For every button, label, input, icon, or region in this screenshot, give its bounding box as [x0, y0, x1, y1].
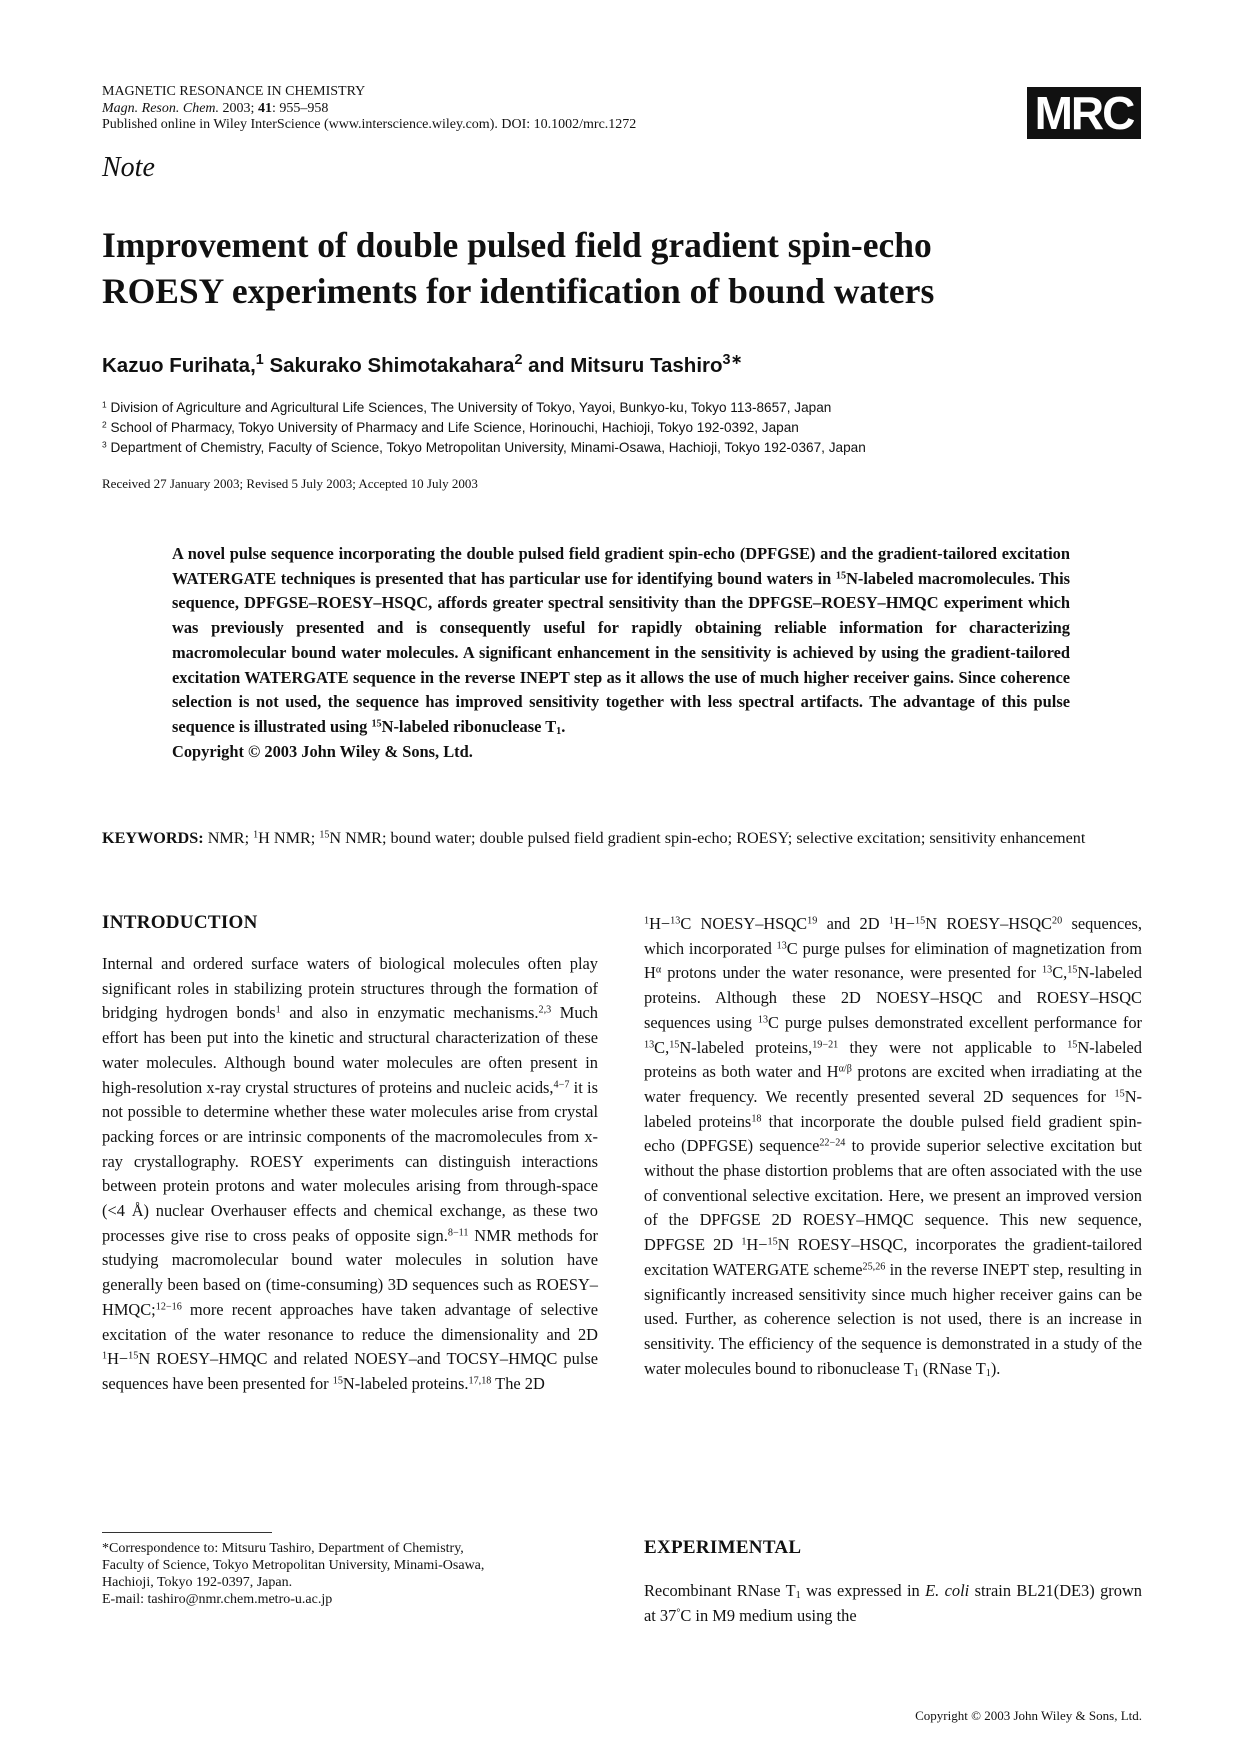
abstract-text: A novel pulse sequence incorporating the double pulsed field gradient spin-echo (DPFGSE) and the gradient-tailored excitation WATERGATE techniques is presented that has particular use for identifying bound waters in — [172, 544, 1070, 588]
greek-sup: α — [655, 964, 662, 976]
isotope-sup: 1 — [102, 1350, 108, 1362]
citation-ref: 22−24 — [819, 1137, 846, 1149]
author-name: Sakurako Shimotakahara — [269, 354, 515, 377]
isotope-sup: 1 — [741, 1236, 747, 1248]
affiliation-number: 1 — [102, 399, 107, 410]
body-text: protons are excited when irradiating at the water frequency. We recently presented several 2D sequences for — [644, 1062, 1142, 1106]
abstract-text: N-labeled ribonuclease T — [381, 716, 557, 736]
footnote-divider — [102, 1532, 272, 1533]
body-text: C purge pulses demonstrated excellent performance for — [768, 1012, 1142, 1032]
body-text: and 2D — [817, 914, 889, 933]
keywords-text: NMR; — [203, 829, 254, 847]
author-affil-mark: 2 — [514, 352, 523, 369]
affiliation-text: School of Pharmacy, Tokyo University of Pharmacy and Life Science, Horinouchi, Hachioji, Tokyo 192-0392, Japan — [110, 420, 799, 435]
body-text: N-labeled proteins, — [679, 1037, 813, 1057]
superscript: 15 — [371, 718, 382, 730]
isotope-sup: 15 — [767, 1236, 778, 1248]
author-affil-mark: 3 — [722, 352, 731, 369]
body-text: The 2D — [491, 1373, 545, 1393]
isotope-sup: 15 — [1114, 1088, 1125, 1100]
isotope-sup: 1 — [888, 915, 894, 927]
body-text: N-labeled proteins — [644, 1086, 1142, 1131]
experimental-text — [644, 1579, 1142, 1628]
correspondence-line: Hachioji, Tokyo 192-0397, Japan. — [102, 1575, 293, 1590]
affiliation — [102, 438, 1142, 458]
body-text: NMR methods for studying macromolecular bound water molecules in solution have generally been based on (time-consuming) 3D sequences such as ROESY–HMQC; — [102, 1225, 598, 1319]
author-and: and — [528, 354, 565, 377]
article-title — [102, 222, 1142, 314]
isotope-sup: 15 — [669, 1038, 680, 1050]
citation-ref: 25,26 — [862, 1261, 886, 1273]
isotope-sup: 15 — [1067, 1038, 1078, 1050]
keywords — [102, 826, 1142, 851]
section-heading-experimental: EXPERIMENTAL — [644, 1537, 802, 1558]
body-text: and also in enzymatic mechanisms. — [280, 1003, 539, 1023]
body-text: C purge pulses for elimination of magnetization from H — [644, 938, 1142, 983]
author-name: Kazuo Furihata, — [102, 354, 256, 377]
body-text: N ROESY–HSQC — [925, 914, 1052, 933]
isotope-sup: 1 — [644, 915, 650, 927]
body-text: they were not applicable to — [838, 1037, 1068, 1057]
author-list — [102, 354, 743, 378]
title-line-2: ROESY experiments for identification of bound waters — [102, 271, 935, 311]
citation-ref: 8−11 — [447, 1227, 469, 1239]
body-text: H− — [107, 1349, 129, 1369]
abstract-copyright: Copyright © 2003 John Wiley & Sons, Ltd. — [172, 741, 473, 761]
body-text: protons under the water resonance, were presented for — [661, 963, 1043, 983]
journal-header — [102, 84, 636, 134]
body-text: to provide superior selective excitation but without the phase distortion problems that are often associated with the use of conventional selective excitation. Here, we present an improved version of the DPFGSE 2D ROESY–HMQC sequence. This new sequence, DPFGSE 2D — [644, 1136, 1142, 1255]
body-text: N-labeled proteins. — [342, 1373, 469, 1393]
affiliation-text: Division of Agriculture and Agricultural Life Sciences, The University of Tokyo, Yayoi, Bunkyo-ku, Tokyo 113-8657, Japan — [110, 400, 832, 415]
body-text: H− — [746, 1235, 768, 1255]
body-text: N-labeled proteins. Although these 2D NOESY–HSQC and ROESY–HSQC sequences using — [644, 963, 1142, 1032]
body-text: ). — [990, 1358, 1001, 1378]
correspondence-email: E-mail: tashiro@nmr.chem.metro-u.ac.jp — [102, 1592, 333, 1607]
affiliation-number: 2 — [102, 419, 107, 430]
citation-ref: 4−7 — [553, 1078, 570, 1090]
body-text: in the reverse INEPT step, resulting in significantly increased sensitivity since much higher receiver gains can be used. Further, as coherence selection is not used, there is an increase in sensitivity. The efficiency of the sequence is demonstrated in a study of the water molecules bound to ribonuclease T — [644, 1259, 1142, 1378]
affiliation-text: Department of Chemistry, Faculty of Science, Tokyo Metropolitan University, Minami-Osawa, Hachioji, Tokyo 192-0367, Japan — [110, 440, 866, 455]
body-text: more recent approaches have taken advantage of selective excitation of the water resonance to reduce the dimensionality and 2D — [102, 1299, 598, 1344]
author-affil-mark: 1 — [255, 352, 264, 369]
subscript: 1 — [795, 1590, 801, 1602]
citation-abbrev: Magn. Reson. Chem. — [102, 100, 220, 116]
subscript: 1 — [556, 725, 562, 737]
isotope-sup: 15 — [915, 915, 926, 927]
isotope-sup: 15 — [332, 1375, 343, 1387]
isotope-sup: 15 — [128, 1350, 139, 1362]
citation-year: 2003; — [222, 100, 255, 116]
abstract — [172, 542, 1070, 764]
degree-sign: ° — [676, 1607, 681, 1619]
subscript: 1 — [985, 1367, 991, 1379]
greek-sup: α/β — [838, 1063, 852, 1075]
title-line-1: Improvement of double pulsed field gradient spin-echo — [102, 225, 932, 265]
superscript: 15 — [835, 570, 847, 582]
article-type-label: Note — [102, 152, 155, 183]
body-text: N ROESY–HSQC, incorporates the gradient-tailored excitation WATERGATE scheme — [644, 1235, 1142, 1279]
introduction-right-column — [644, 912, 1142, 1381]
body-text: N-labeled proteins as both water and H — [644, 1037, 1142, 1082]
section-heading-introduction: INTRODUCTION — [102, 912, 258, 933]
corresponding-mark: ∗ — [730, 352, 743, 369]
body-text: sequences, which incorporated — [644, 914, 1142, 958]
mrc-logo: MRC — [1027, 87, 1141, 139]
citation-ref: 19−21 — [812, 1038, 839, 1050]
body-text: C in M9 medium using the — [680, 1605, 857, 1625]
citation-ref: 18 — [751, 1113, 762, 1125]
isotope-sup: 13 — [757, 1014, 769, 1026]
citation-ref: 19 — [807, 915, 818, 927]
citation-ref: 2,3 — [538, 1004, 552, 1016]
body-text: strain BL21(DE3) grown at 37 — [644, 1581, 1142, 1625]
correspondence-footnote — [102, 1540, 598, 1608]
superscript: 15 — [319, 829, 330, 841]
author-name: Mitsuru Tashiro — [570, 354, 723, 377]
isotope-sup: 13 — [670, 915, 681, 927]
body-text: C, — [1052, 963, 1068, 983]
keywords-text: N NMR; bound water; double pulsed field gradient spin-echo; ROESY; selective excitation; sensitivity enhancement — [329, 829, 1086, 847]
citation-ref: 17,18 — [468, 1375, 492, 1387]
affiliations — [102, 398, 1142, 458]
journal-citation — [102, 101, 636, 118]
citation-volume: 41 — [257, 100, 272, 116]
citation-ref: 1 — [275, 1004, 281, 1016]
body-text: H− — [893, 914, 916, 933]
body-text: Much effort has been put into the kinetic and structural characterization of these water molecules. Although bound water molecules are often present in high-resolution x-ray crystal structures of proteins and nucleic acids, — [102, 1003, 598, 1097]
correspondence-line: Faculty of Science, Tokyo Metropolitan University, Minami-Osawa, — [102, 1558, 485, 1573]
keywords-text: H NMR; — [258, 829, 320, 847]
body-text: (RNase T — [918, 1358, 986, 1378]
received-dates: Received 27 January 2003; Revised 5 July 2003; Accepted 10 July 2003 — [102, 476, 478, 491]
affiliation-number: 3 — [102, 439, 107, 450]
isotope-sup: 13 — [1042, 964, 1053, 976]
isotope-sup: 15 — [1067, 964, 1078, 976]
citation-ref: 12−16 — [155, 1301, 182, 1313]
body-text: H− — [649, 914, 671, 933]
body-text: was expressed in — [800, 1581, 926, 1600]
correspondence-line: *Correspondence to: Mitsuru Tashiro, Department of Chemistry, — [102, 1541, 464, 1556]
affiliation — [102, 398, 1142, 418]
body-text: N ROESY–HMQC and related NOESY–and TOCSY–HMQC pulse sequences have been presented for — [102, 1349, 598, 1393]
body-text: Internal and ordered surface waters of biological molecules often play significant roles in stabilizing protein structures through the formation of bridging hydrogen bonds — [102, 954, 598, 1023]
page-copyright: Copyright © 2003 John Wiley & Sons, Ltd. — [915, 1708, 1142, 1723]
subscript: 1 — [913, 1367, 919, 1379]
affiliation — [102, 418, 1142, 438]
isotope-sup: 13 — [644, 1038, 655, 1050]
body-text: C NOESY–HSQC — [680, 914, 808, 933]
citation-ref: 20 — [1052, 915, 1063, 927]
abstract-text: N-labeled macromolecules. This sequence, DPFGSE–ROESY–HSQC, affords greater spectral sensitivity than the DPFGSE–ROESY–HMQC experiment which was previously presented and is consequently useful for rapidly obtaining reliable information for characterizing macromolecular bound water molecules. A significant enhancement in the sensitivity is achieved by using the gradient-tailored excitation WATERGATE sequence in the reverse INEPT step as it allows the use of much higher receiver gains. Since coherence selection is not used, the sequence has improved sensitivity together with less spectral artifacts. The advantage of this pulse sequence is illustrated using — [172, 568, 1070, 736]
citation-pages: : 955–958 — [271, 100, 329, 116]
published-online: Published online in Wiley InterScience (www.interscience.wiley.com). DOI: 10.1002/mrc.1272 — [102, 117, 637, 132]
abstract-text: . — [561, 716, 566, 736]
body-text: it is not possible to determine whether these water molecules arise from crystal packing forces or are intrinsic components of the macromolecules from x-ray crystallography. ROESY experiments can distinguish interactions between protein protons and water molecules arising from through-space (<4 Å) nuclear Overhauser effects and chemical exchange, as these two processes give rise to cross peaks of opposite sign. — [102, 1077, 598, 1245]
body-text: that incorporate the double pulsed field gradient spin-echo (DPFGSE) sequence — [644, 1111, 1143, 1156]
superscript: 1 — [253, 829, 259, 841]
organism-name: E. coli — [925, 1581, 970, 1600]
body-text: Recombinant RNase T — [644, 1581, 796, 1600]
keywords-label: KEYWORDS: — [102, 829, 204, 847]
body-text: C, — [654, 1037, 670, 1057]
journal-name: MAGNETIC RESONANCE IN CHEMISTRY — [102, 84, 366, 99]
introduction-left-column — [102, 952, 598, 1397]
isotope-sup: 13 — [776, 940, 787, 952]
